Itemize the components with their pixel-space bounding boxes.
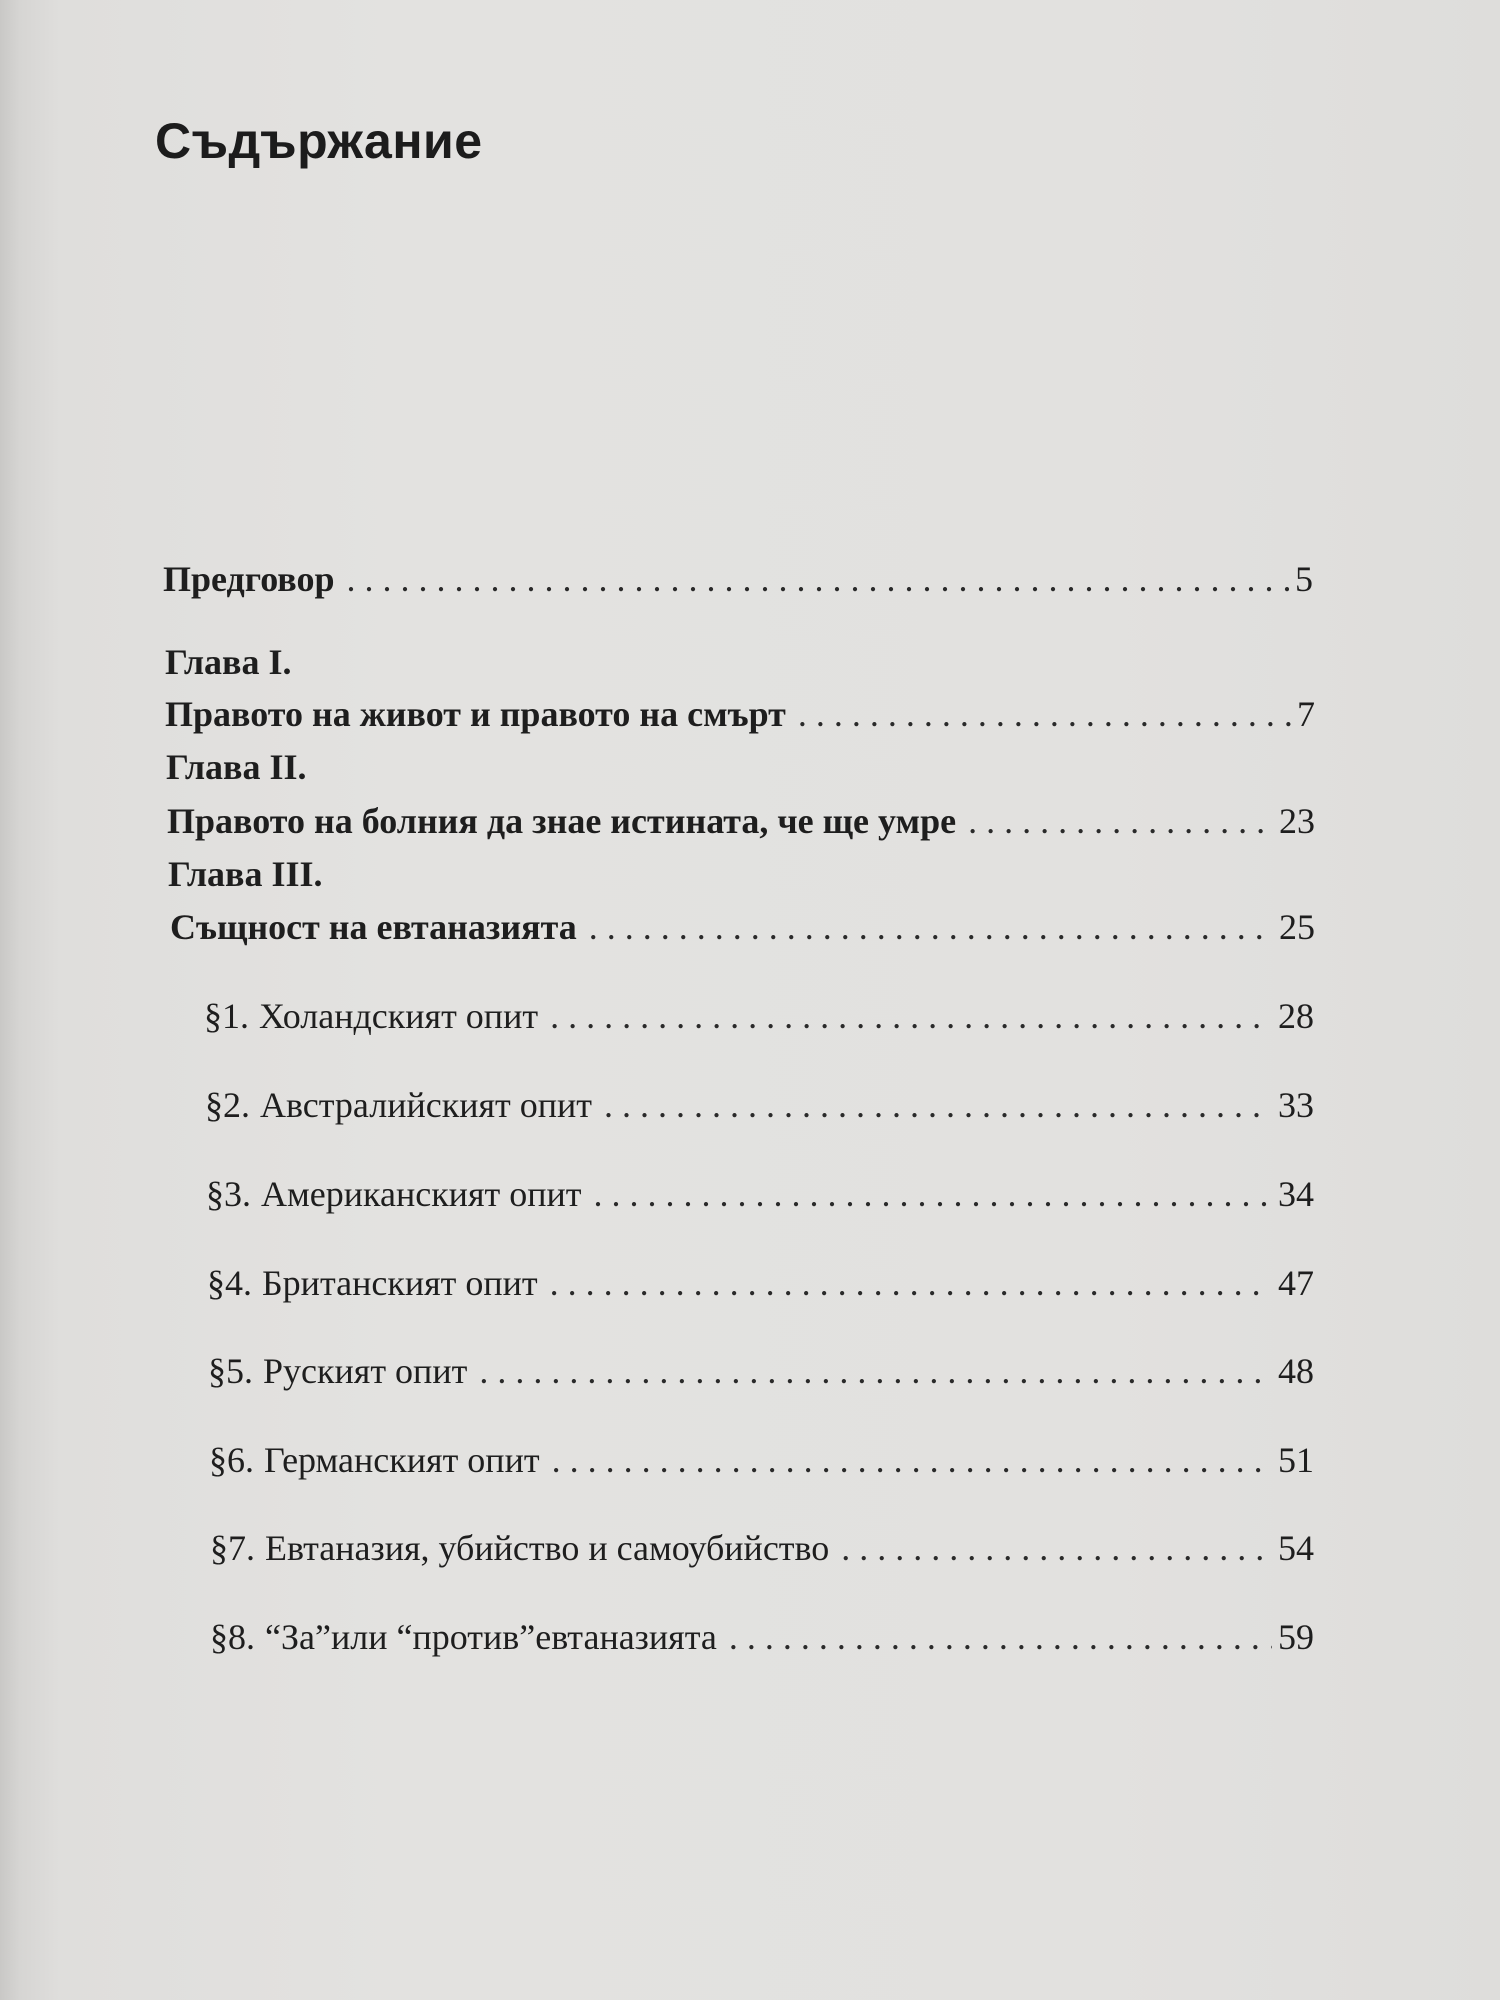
toc-entry-title: Руският опит xyxy=(263,1351,468,1391)
toc-entry-title: Британският опит xyxy=(262,1263,538,1303)
toc-entry-title: Евтаназия, убийство и самоубийство xyxy=(265,1528,830,1568)
section-number: §6. xyxy=(209,1440,254,1480)
section-number: §8. xyxy=(210,1617,255,1657)
chapter-label-1 xyxy=(165,641,292,683)
toc-entry-chapter-3[interactable] xyxy=(170,906,1315,948)
toc-page-number: 28 xyxy=(1278,996,1314,1036)
toc-page-number: 25 xyxy=(1279,907,1315,947)
chapter-label-2 xyxy=(166,746,307,788)
toc-page-number: 7 xyxy=(1297,694,1315,734)
toc-entry-title: “За”или “против”евтаназията xyxy=(265,1617,717,1657)
dot-leader xyxy=(968,800,1273,842)
section-number: §4. xyxy=(207,1263,252,1303)
toc-entry-chapter-1[interactable] xyxy=(165,693,1315,735)
dot-leader xyxy=(552,1439,1272,1481)
toc-entry-section-6[interactable] xyxy=(209,1439,1314,1481)
contents-heading: Съдържание xyxy=(155,113,483,169)
dot-leader xyxy=(479,1350,1272,1392)
toc-page-number: 48 xyxy=(1278,1351,1314,1391)
chapter-label-text: Глава III. xyxy=(168,854,323,894)
toc-entry-title: Австралийският опит xyxy=(260,1085,593,1125)
toc-page-number: 47 xyxy=(1278,1263,1314,1303)
dot-leader xyxy=(798,693,1291,735)
toc-page-number: 23 xyxy=(1279,801,1315,841)
toc-entry-chapter-2[interactable] xyxy=(167,800,1315,842)
dot-leader xyxy=(594,1173,1272,1215)
dot-leader xyxy=(550,1262,1272,1304)
toc-entry-title: Предговор xyxy=(163,559,335,599)
toc-page-number: 5 xyxy=(1295,559,1313,599)
toc-page-number: 59 xyxy=(1278,1617,1314,1657)
section-number: §3. xyxy=(206,1174,251,1214)
toc-entry-section-7[interactable] xyxy=(210,1527,1314,1569)
chapter-label-3 xyxy=(168,853,323,895)
section-number: §7. xyxy=(210,1528,255,1568)
dot-leader xyxy=(729,1616,1272,1658)
dot-leader xyxy=(604,1084,1272,1126)
toc-page-number: 54 xyxy=(1278,1528,1314,1568)
dot-leader xyxy=(550,995,1272,1037)
section-number: §2. xyxy=(205,1085,250,1125)
toc-page-number: 51 xyxy=(1278,1440,1314,1480)
section-number: §1. xyxy=(204,996,249,1036)
dot-leader xyxy=(589,906,1273,948)
toc-page-number: 34 xyxy=(1278,1174,1314,1214)
toc-entry-section-1[interactable] xyxy=(204,995,1314,1037)
toc-entry-section-2[interactable] xyxy=(205,1084,1314,1126)
toc-page-number: 33 xyxy=(1278,1085,1314,1125)
toc-entry-title: Правото на живот и правото на смърт xyxy=(165,694,786,734)
toc-entry-title: Германският опит xyxy=(264,1440,540,1480)
toc-entry-preface[interactable] xyxy=(163,558,1313,600)
dot-leader xyxy=(347,558,1289,600)
toc-entry-title: Американският опит xyxy=(261,1174,582,1214)
toc-entry-title: Същност на евтаназията xyxy=(170,907,577,947)
chapter-label-text: Глава II. xyxy=(166,747,307,787)
section-number: §5. xyxy=(208,1351,253,1391)
toc-entry-title: Холандският опит xyxy=(259,996,539,1036)
toc-entry-section-8[interactable] xyxy=(210,1616,1314,1658)
toc-entry-title: Правото на болния да знае истината, че ще умре xyxy=(167,801,957,841)
toc-entry-section-4[interactable] xyxy=(207,1262,1314,1304)
toc-entry-section-5[interactable] xyxy=(208,1350,1314,1392)
toc-entry-section-3[interactable] xyxy=(206,1173,1314,1215)
dot-leader xyxy=(841,1527,1272,1569)
chapter-label-text: Глава I. xyxy=(165,642,292,682)
